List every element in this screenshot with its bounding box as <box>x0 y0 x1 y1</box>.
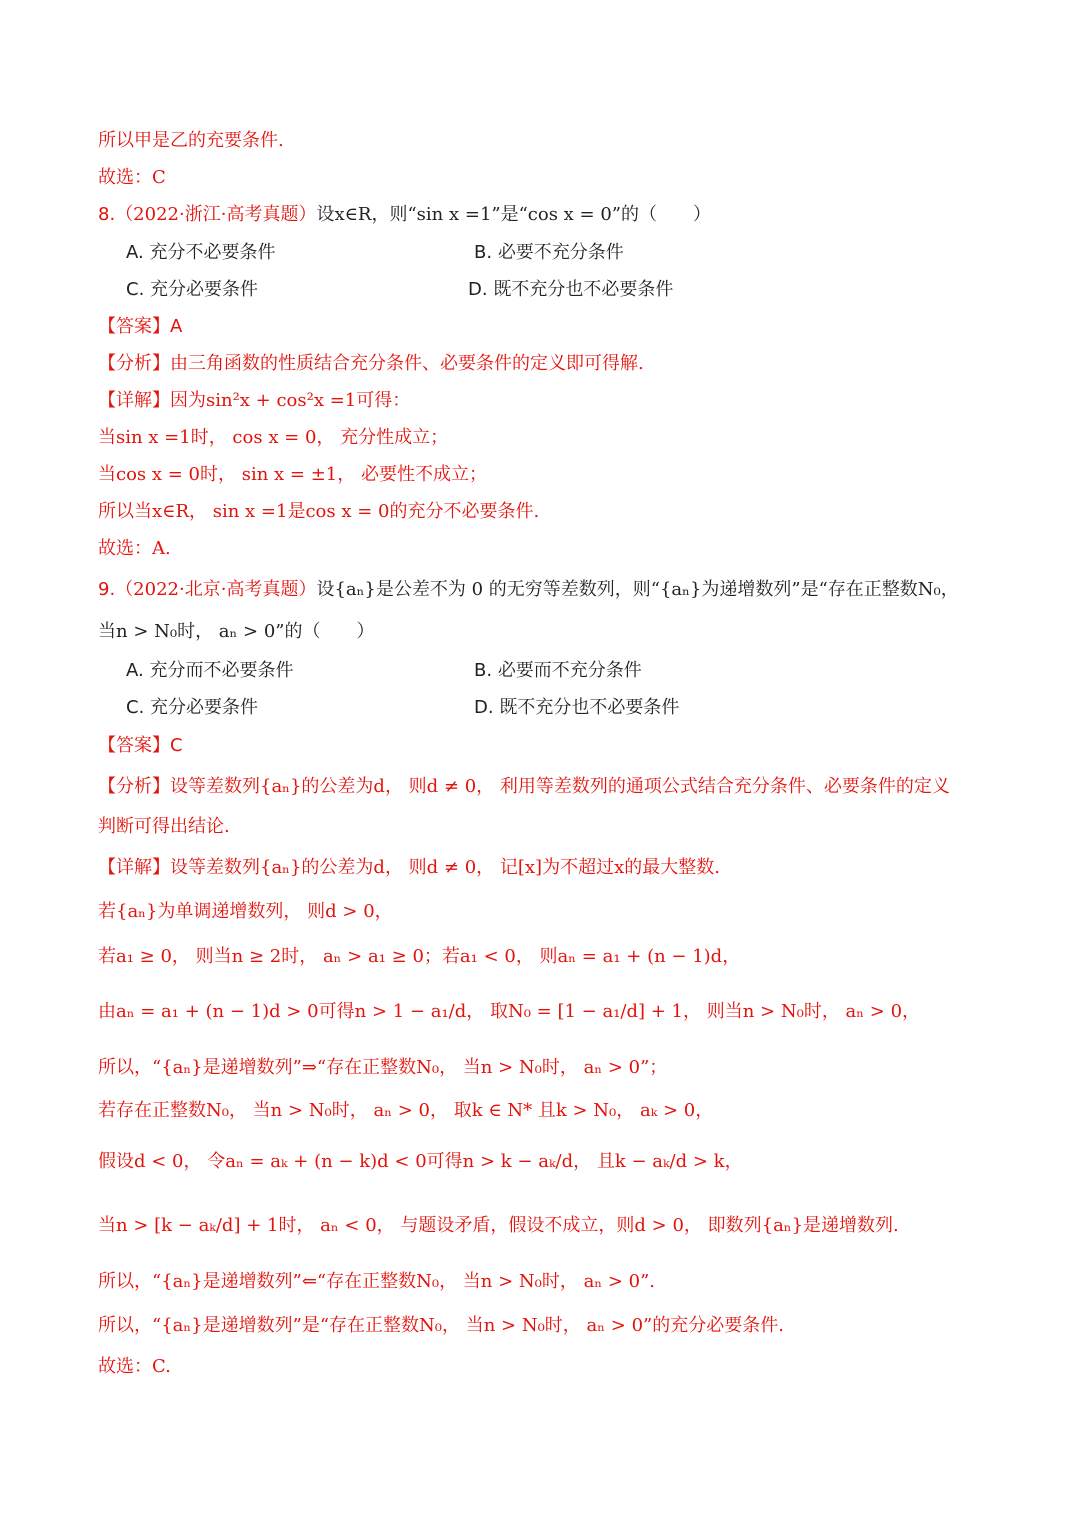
q9-stem: 设{aₙ}是公差不为 0 的无穷等差数列，则“{aₙ}为递增数列”是“存在正整数N₀， <box>316 579 959 600</box>
q8-header <box>98 201 1020 229</box>
q9-option-d: D. 既不充分也不必要条件 <box>474 697 680 718</box>
q9-stem-cont: 当n > N₀时， aₙ > 0”的（ ） <box>98 621 375 642</box>
q8-stem: 设x∈R，则“sin x =1”是“cos x = 0”的（ ） <box>316 204 712 225</box>
q9-detail-line: 所以，“{aₙ}是递增数列”是“存在正整数N₀， 当n > N₀时， aₙ > 0”的充分必要条件. <box>98 1315 784 1336</box>
q8-detail-line: 当sin x =1时， cos x = 0， 充分性成立； <box>98 427 449 448</box>
q9-option-b: B. 必要而不充分条件 <box>474 660 642 681</box>
q8-detail-line: 所以当x∈R， sin x =1是cos x = 0的充分不必要条件. <box>98 501 540 522</box>
q9-detail-line: 所以，“{aₙ}是递增数列”⇒“存在正整数N₀， 当n > N₀时， aₙ > 0”； <box>98 1057 668 1078</box>
q8-option-d: D. 既不充分也不必要条件 <box>468 279 674 300</box>
q8-number: 8. <box>98 204 116 225</box>
q9-detail-line: 由aₙ = a₁ + (n − 1)d > 0可得n > 1 − a₁/d， 取N₀ = [1 − a₁/d] + 1， 则当n > N₀时， aₙ > 0， <box>98 1001 921 1022</box>
q9-analysis: 【分析】设等差数列{aₙ}的公差为d， 则d ≠ 0， 利用等差数列的通项公式结合充分条件、必要条件的定义 <box>98 776 950 797</box>
q8-option-c: C. 充分必要条件 <box>126 279 259 300</box>
q9-choice: 故选：C. <box>98 1356 171 1377</box>
q9-detail-line: 当n > [k − aₖ/d] + 1时， aₙ < 0， 与题设矛盾，假设不成立，则d > 0， 即数列{aₙ}是递增数列. <box>98 1215 899 1236</box>
q9-source: （2022·北京·高考真题） <box>115 579 317 600</box>
q9-option-a: A. 充分而不必要条件 <box>126 660 294 681</box>
q9-number: 9. <box>98 579 116 600</box>
q8-source: （2022·浙江·高考真题） <box>115 204 317 225</box>
prev-choice: 故选：C <box>98 167 166 188</box>
q9-detail-line: 假设d < 0， 令aₙ = aₖ + (n − k)d < 0可得n > k − aₖ/d， 且k − aₖ/d > k， <box>98 1151 743 1172</box>
q8-analysis: 【分析】由三角函数的性质结合充分条件、必要条件的定义即可得解. <box>98 353 644 374</box>
q9-detail-line: 若a₁ ≥ 0， 则当n ≥ 2时， aₙ > a₁ ≥ 0；若a₁ < 0， 则aₙ = a₁ + (n − 1)d， <box>98 946 741 967</box>
q9-option-c: C. 充分必要条件 <box>126 697 259 718</box>
q9-detail: 【详解】设等差数列{aₙ}的公差为d， 则d ≠ 0， 记[x]为不超过x的最大整数. <box>98 857 720 878</box>
q9-answer: 【答案】C <box>98 735 183 756</box>
q9-analysis-cont: 判断可得出结论. <box>98 816 230 837</box>
q9-detail-line: 若存在正整数N₀， 当n > N₀时， aₙ > 0， 取k ∈ N* 且k > N₀， aₖ > 0， <box>98 1100 714 1121</box>
q8-choice: 故选：A. <box>98 538 171 559</box>
q8-detail-line: 当cos x = 0时， sin x = ±1， 必要性不成立； <box>98 464 487 485</box>
q9-header <box>98 576 1020 604</box>
prev-conclusion: 所以甲是乙的充要条件. <box>98 130 284 151</box>
q8-detail: 【详解】因为sin²x + cos²x =1可得： <box>98 390 411 411</box>
q9-detail-line: 若{aₙ}为单调递增数列， 则d > 0， <box>98 901 393 922</box>
q8-answer: 【答案】A <box>98 316 183 337</box>
q8-option-a: A. 充分不必要条件 <box>126 242 276 263</box>
q8-option-b: B. 必要不充分条件 <box>474 242 624 263</box>
q9-detail-line: 所以，“{aₙ}是递增数列”⇐“存在正整数N₀， 当n > N₀时， aₙ > 0”. <box>98 1271 656 1292</box>
